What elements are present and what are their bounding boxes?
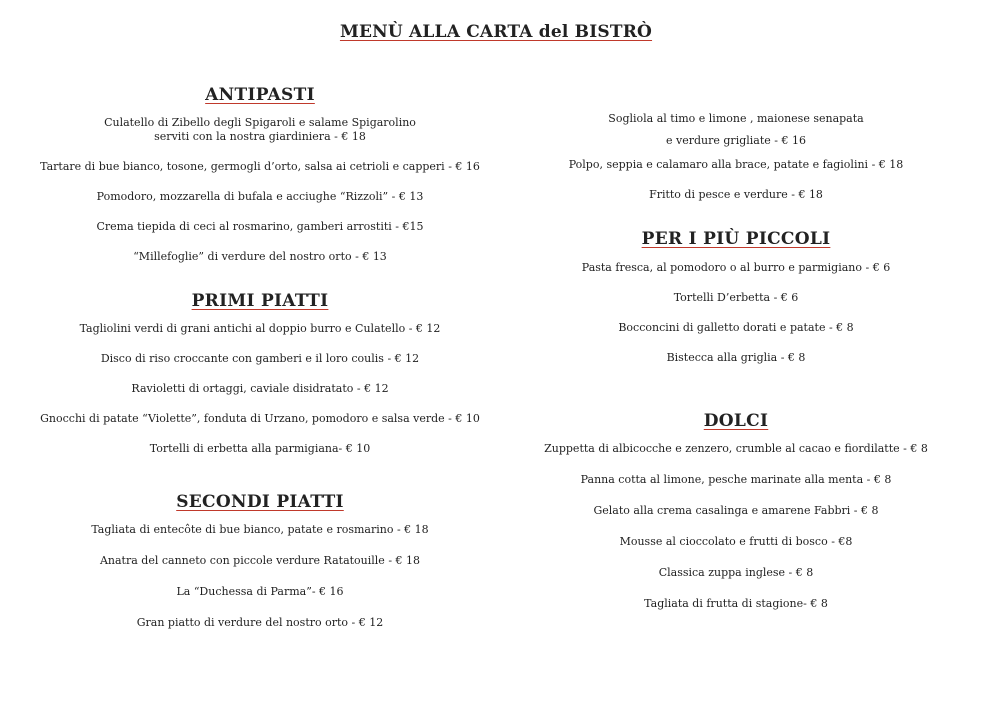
menu-item: Culatello di Zibello degli Spigaroli e salame Spigarolino <box>104 116 416 129</box>
menu-item: Fritto di pesce e verdure - € 18 <box>649 188 823 201</box>
antipasti-heading: ANTIPASTI <box>205 85 315 105</box>
menu-item: Sogliola al timo e limone , maionese senapata <box>608 112 864 125</box>
menu-item: “Millefoglie” di verdure del nostro orto - € 13 <box>133 250 387 263</box>
primi-heading: PRIMI PIATTI <box>191 291 329 311</box>
menu-item: Crema tiepida di ceci al rosmarino, gamberi arrostiti - €15 <box>96 220 424 233</box>
secondi-heading: SECONDI PIATTI <box>176 492 344 512</box>
menu-item: Tagliata di frutta di stagione- € 8 <box>644 597 828 610</box>
menu-item: Zuppetta di albicocche e zenzero, crumble al cacao e fiordilatte - € 8 <box>544 442 928 455</box>
menu-item: Anatra del canneto con piccole verdure Ratatouille - € 18 <box>99 554 421 567</box>
menu-item: Polpo, seppia e calamaro alla brace, patate e fagiolini - € 18 <box>568 158 904 171</box>
dolci-heading: DOLCI <box>703 411 769 431</box>
menu-item: Tagliata di entecôte di bue bianco, patate e rosmarino - € 18 <box>91 523 429 536</box>
menu-item: serviti con la nostra giardiniera - € 18 <box>154 130 366 143</box>
menu-item: Classica zuppa inglese - € 8 <box>658 566 814 579</box>
menu-item: Gnocchi di patate “Violette”, fonduta di Urzano, pomodoro e salsa verde - € 10 <box>40 412 480 425</box>
menu-item: Pasta fresca, al pomodoro o al burro e parmigiano - € 6 <box>581 261 891 274</box>
menu-item: Ravioletti di ortaggi, caviale disidratato - € 12 <box>131 382 389 395</box>
menu-item: La “Duchessa di Parma”- € 16 <box>176 585 344 598</box>
menu-item: Pomodoro, mozzarella di bufala e acciughe “Rizzoli” - € 13 <box>96 190 424 203</box>
menu-item: Bocconcini di galletto dorati e patate - € 8 <box>618 321 854 334</box>
menu-item: Tartare di bue bianco, tosone, germogli d’orto, salsa ai cetrioli e capperi - € 16 <box>40 160 480 173</box>
menu-item: Disco di riso croccante con gamberi e il loro coulis - € 12 <box>100 352 420 365</box>
menu-item: Gelato alla crema casalinga e amarene Fabbri - € 8 <box>593 504 879 517</box>
menu-item: e verdure grigliate - € 16 <box>666 134 806 147</box>
menu-item: Tortelli di erbetta alla parmigiana- € 10 <box>149 442 371 455</box>
menu-item: Bistecca alla griglia - € 8 <box>666 351 806 364</box>
menu-item: Mousse al cioccolato e frutti di bosco - €8 <box>619 535 853 548</box>
menu-item: Tagliolini verdi di grani antichi al doppio burro e Culatello - € 12 <box>79 322 441 335</box>
menu-item: Panna cotta al limone, pesche marinate alla menta - € 8 <box>580 473 892 486</box>
menu-title: MENÙ ALLA CARTA del BISTRÒ <box>339 22 653 42</box>
menu-item: Tortelli D’erbetta - € 6 <box>673 291 799 304</box>
piccoli-heading: PER I PIÙ PICCOLI <box>641 229 831 249</box>
menu-item: Gran piatto di verdure del nostro orto - € 12 <box>136 616 384 629</box>
